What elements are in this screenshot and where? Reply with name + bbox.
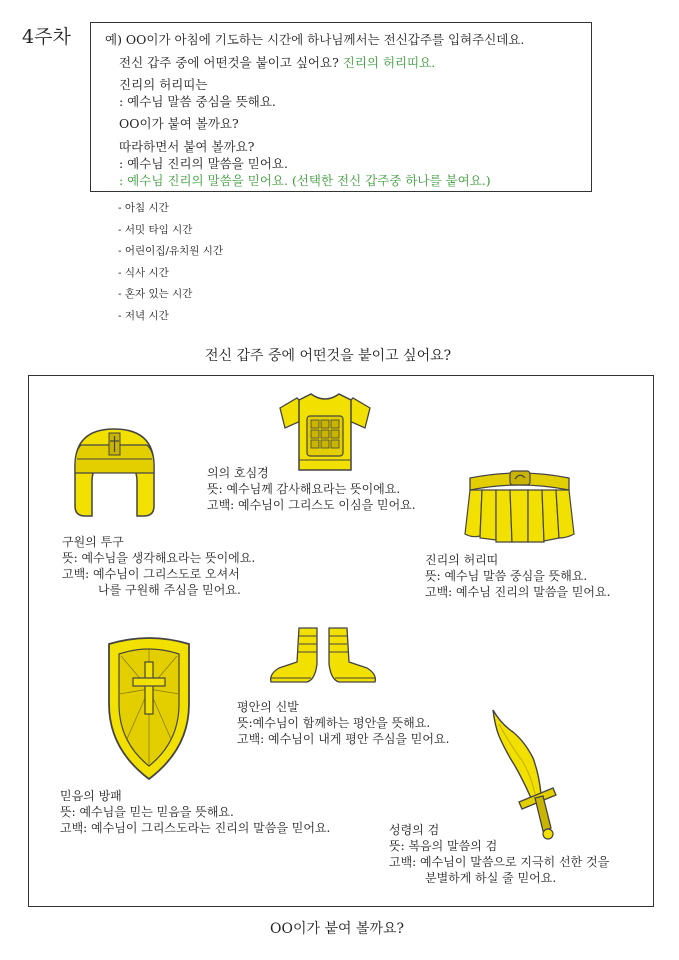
- breastplate-caption: [207, 465, 416, 513]
- example-box: [90, 22, 592, 192]
- shoes-caption: [237, 699, 449, 747]
- breastplate-icon: [275, 390, 375, 475]
- belt-caption: [425, 552, 610, 600]
- sword-meaning: 뜻: 복음의 말씀의 검: [389, 839, 498, 853]
- sword-title: 성령의 검: [389, 823, 440, 837]
- example-line-8: : 예수님 진리의 말씀을 믿어요. (선택한 전신 갑주중 하나를 붙여요.): [119, 173, 491, 188]
- week-label: 4주차: [22, 26, 71, 48]
- example-line-1: 예) OO이가 아침에 기도하는 시간에 하나님께서는 전신갑주를 입혀주신데요.: [105, 32, 525, 47]
- shield-icon: [99, 634, 199, 784]
- example-line-5: OO이가 붙여 볼까요?: [119, 116, 239, 131]
- helmet-confession-1: 고백: 예수님이 그리스도로 오셔서: [62, 567, 240, 581]
- helmet-icon: [67, 421, 162, 521]
- belt-meaning: 뜻: 예수님 말씀 중심을 뜻해요.: [425, 569, 588, 583]
- question-heading: 전신 갑주 중에 어떤것을 붙이고 싶어요?: [205, 348, 452, 364]
- shield-title: 믿음의 방패: [60, 789, 122, 803]
- example-question: 전신 갑주 중에 어떤것을 붙이고 싶어요?: [119, 55, 339, 70]
- list-item: - 어린이집/유치원 시간: [118, 245, 224, 257]
- armor-box: [28, 375, 654, 907]
- shoes-title: 평안의 신발: [237, 700, 299, 714]
- shield-confession: 고백: 예수님이 그리스도라는 진리의 말씀을 믿어요.: [60, 821, 331, 835]
- time-list: [118, 198, 223, 327]
- example-line-4: : 예수님 말씀 중심을 뜻해요.: [119, 94, 276, 109]
- list-item: - 아침 시간: [118, 202, 169, 214]
- belt-confession: 고백: 예수님 진리의 말씀을 믿어요.: [425, 585, 611, 599]
- belt-icon: [462, 466, 577, 546]
- list-item: - 혼자 있는 시간: [118, 288, 193, 300]
- helmet-title: 구원의 투구: [62, 535, 124, 549]
- shoes-icon: [267, 622, 382, 690]
- shoes-confession: 고백: 예수님이 내게 평안 주심을 믿어요.: [237, 732, 450, 746]
- shield-caption: [60, 788, 330, 836]
- belt-title: 진리의 허리띠: [425, 553, 499, 567]
- example-line-3: 진리의 허리띠는: [119, 77, 208, 92]
- list-item: - 서밋 타임 시간: [118, 223, 193, 236]
- breastplate-confession: 고백: 예수님이 그리스도 이심을 믿어요.: [207, 498, 416, 512]
- footer-question: OO이가 붙여 볼까요?: [270, 921, 405, 937]
- list-item: - 저녁 시간: [118, 309, 169, 322]
- example-line-7: : 예수님 진리의 말씀을 믿어요.: [119, 156, 288, 171]
- breastplate-title: 의의 호심경: [207, 466, 269, 480]
- list-item: - 식사 시간: [118, 266, 169, 279]
- example-line-2: [119, 53, 435, 71]
- sword-confession-2: 분별하게 하실 줄 믿어요.: [425, 871, 557, 885]
- helmet-caption: [62, 534, 255, 598]
- helmet-confession-2: 나를 구원해 주심을 믿어요.: [98, 583, 241, 597]
- shield-meaning: 뜻: 예수님을 믿는 믿음을 뜻해요.: [60, 805, 234, 819]
- sword-caption: [389, 822, 609, 886]
- sword-confession-1: 고백: 예수님이 말씀으로 지극히 선한 것을: [389, 855, 610, 869]
- breastplate-meaning: 뜻: 예수님께 감사해요라는 뜻이에요.: [207, 482, 401, 496]
- example-line-6: 따라하면서 붙여 볼까요?: [119, 139, 255, 154]
- shoes-meaning: 뜻:예수님이 함께하는 평안을 뜻해요.: [237, 716, 431, 730]
- example-answer: 진리의 허리띠요.: [342, 55, 436, 70]
- helmet-meaning: 뜻: 예수님을 생각해요라는 뜻이에요.: [62, 551, 256, 565]
